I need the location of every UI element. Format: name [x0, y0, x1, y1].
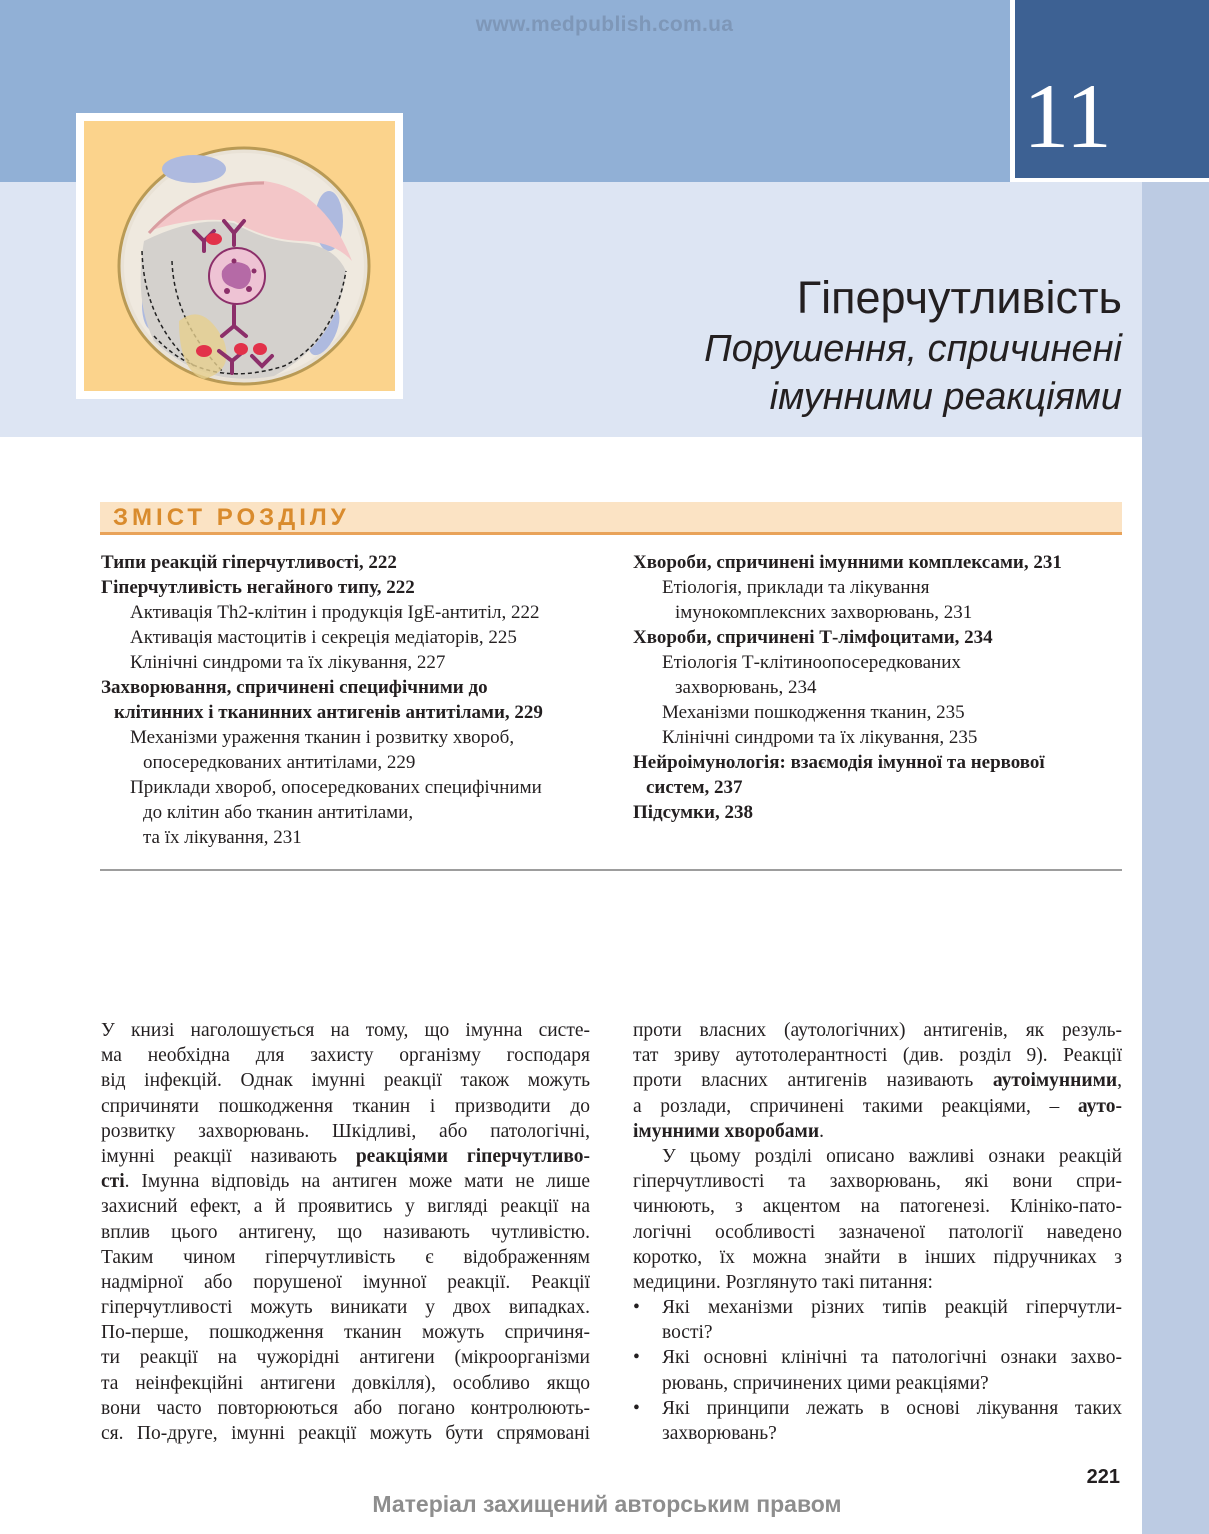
body-line: [633, 1119, 1122, 1144]
body-line: вплив цього антигену, що називають чутливістю.: [101, 1221, 590, 1243]
term-hypersensitivity-reactions: реакціями гіперчутливо-: [355, 1145, 591, 1167]
toc-entry: Нейроімунологія: взаємодія імунної та нервової: [633, 752, 1045, 773]
toc-entry: Механізми пошкодження тканин, 235: [662, 702, 965, 723]
toc-entry: імунокомплексних захворювань, 231: [675, 602, 973, 623]
body-line: [101, 1144, 590, 1169]
term-autoimmune-diseases: ауто-: [1077, 1095, 1122, 1117]
body-line: чинюють, з акцентом на патогенезі. Клініко-пато-: [633, 1196, 1122, 1218]
toc-entry: Етіологія Т-клітиноопосередкованих: [662, 652, 961, 673]
body-line: Які принципи лежать в основі лікування таких: [662, 1397, 1122, 1419]
term-autoimmune-diseases-end: імунними хворобами: [633, 1120, 820, 1142]
body-line: По-перше, пошкодження тканин можуть спричиня-: [101, 1322, 590, 1344]
side-band: [1142, 182, 1209, 1534]
body-line: ся. По-друге, імунні реакції можуть бути спрямовані: [101, 1423, 590, 1444]
toc-entry: Активація Th2-клітин і продукція IgE-антитіл, 222: [130, 602, 540, 623]
body-line: вони часто повторюються або погано контролюють-: [101, 1397, 590, 1419]
question-list-item: [633, 1295, 1122, 1345]
body-line: гіперчутливості можуть виникати у двох випадках.: [101, 1297, 590, 1319]
toc-entry: Хвороби, спричинені імунними комплексами, 231: [633, 552, 1062, 573]
body-line: ти реакції на чужорідні антигени (мікроорганізми: [101, 1347, 590, 1369]
chapter-subtitle: [522, 325, 1122, 421]
toc-entry: Хвороби, спричинені Т-лімфоцитами, 234: [633, 627, 993, 648]
contents-bottom-rule: [100, 869, 1122, 871]
toc-entry: Активація мастоцитів і секреція медіаторів, 225: [130, 627, 517, 648]
toc-entry: Механізми ураження тканин і розвитку хвороб,: [130, 727, 515, 748]
body-line: ма необхідна для захисту організму господаря: [101, 1045, 590, 1067]
body-text: ,: [1117, 1070, 1123, 1092]
question-list-item: [633, 1396, 1122, 1446]
body-line: та неінфекційні антигени довкілля), особливо якщо: [101, 1372, 590, 1394]
chapter-number: 11: [1023, 65, 1112, 167]
body-line: [101, 1169, 590, 1194]
blood-vessel-illustration-icon: [84, 121, 395, 391]
body-line: надмірної або порушеної імунної реакції. Реакції: [101, 1271, 590, 1293]
page-number: 221: [1086, 1466, 1120, 1488]
body-text: проти власних антигенів називають: [633, 1070, 974, 1092]
toc-entry: клітинних і тканинних антигенів антитілами, 229: [114, 702, 543, 723]
body-right-column: [633, 1018, 1122, 1446]
chapter-subtitle-line: імунними реакціями: [769, 376, 1122, 418]
contents-right-column: [633, 550, 1062, 825]
toc-entry: опосередкованих антитілами, 229: [143, 752, 416, 773]
question-list-item: [633, 1345, 1122, 1395]
chapter-subtitle-line: Порушення, спричинені: [704, 328, 1122, 370]
toc-entry: Підсумки, 238: [633, 802, 753, 823]
body-line: спричиняти пошкодження тканин і призводити до: [101, 1095, 590, 1117]
contents-heading: ЗМІСТ РОЗДІЛУ: [113, 504, 350, 531]
body-text: а розлади, спричинені такими реакціями, –: [633, 1095, 1060, 1117]
body-line: захворювань?: [662, 1423, 777, 1444]
toc-entry: Приклади хвороб, опосередкованих специфічними: [130, 777, 542, 798]
body-line: У цьому розділі описано важливі ознаки реакцій: [662, 1145, 1122, 1167]
toc-entry: захворювань, 234: [675, 677, 817, 698]
toc-entry: Захворювання, спричинені специфічними до: [101, 677, 488, 698]
term-autoimmune: аутоімунними: [992, 1070, 1118, 1092]
toc-entry: Клінічні синдроми та їх лікування, 227: [130, 652, 446, 673]
body-line: Таким чином гіперчутливість є відображенням: [101, 1246, 590, 1268]
body-line: розвитку захворювань. Шкідливі, або патологічні,: [101, 1120, 590, 1142]
chapter-illustration: [84, 121, 395, 391]
body-line: [633, 1094, 1122, 1119]
toc-entry: Етіологія, приклади та лікування: [662, 577, 930, 598]
body-line: Які механізми різних типів реакцій гіперчутли-: [662, 1297, 1122, 1319]
body-line: гіперчутливості та захворювань, які вони спри-: [633, 1171, 1122, 1193]
site-url-watermark: www.medpublish.com.ua: [475, 13, 734, 36]
body-line: коротко, їх можна знайти в інших підручниках з: [633, 1246, 1122, 1268]
term-hypersensitivity-reactions-end: сті: [101, 1171, 125, 1193]
contents-left-column: [101, 550, 543, 850]
body-line: захисний ефект, а й проявитись у вигляді реакції на: [101, 1196, 590, 1218]
body-line: [633, 1068, 1122, 1093]
toc-entry: Гіперчутливість негайного типу, 222: [101, 577, 415, 598]
bullet-icon: •: [633, 1397, 640, 1419]
body-line: від інфекцій. Однак імунні реакції також можуть: [101, 1070, 590, 1092]
body-line: вості?: [662, 1322, 713, 1344]
bullet-icon: •: [633, 1347, 640, 1369]
body-line: проти власних (аутологічних) антигенів, як резуль-: [633, 1020, 1122, 1041]
body-text: імунні реакції називають: [101, 1145, 338, 1167]
body-line: У книзі наголошується на тому, що імунна систе-: [101, 1020, 590, 1041]
toc-entry: систем, 237: [646, 777, 743, 798]
copyright-notice: Матеріал захищений авторським правом: [372, 1491, 842, 1517]
body-line: тат зриву аутотолерантності (див. розділ 9). Реакції: [633, 1045, 1122, 1067]
body-text: . Імунна відповідь на антиген може мати не лише: [124, 1171, 590, 1193]
toc-entry: Клінічні синдроми та їх лікування, 235: [662, 727, 978, 748]
body-left-column: [101, 1018, 590, 1446]
body-line: Які основні клінічні та патологічні ознаки захво-: [662, 1347, 1122, 1369]
body-text: .: [819, 1120, 824, 1142]
body-line: медицини. Розглянуто такі питання:: [633, 1271, 933, 1293]
toc-entry: Типи реакцій гіперчутливості, 222: [101, 552, 397, 573]
body-line: логічні особливості зазначеної патології наведено: [633, 1221, 1122, 1243]
toc-entry: до клітин або тканин антитілами,: [143, 802, 414, 823]
chapter-title: Гіперчутливість: [796, 272, 1122, 323]
bullet-icon: •: [633, 1297, 640, 1319]
toc-entry: та їх лікування, 231: [143, 827, 302, 848]
body-line: рювань, спричинених цими реакціями?: [662, 1372, 989, 1394]
